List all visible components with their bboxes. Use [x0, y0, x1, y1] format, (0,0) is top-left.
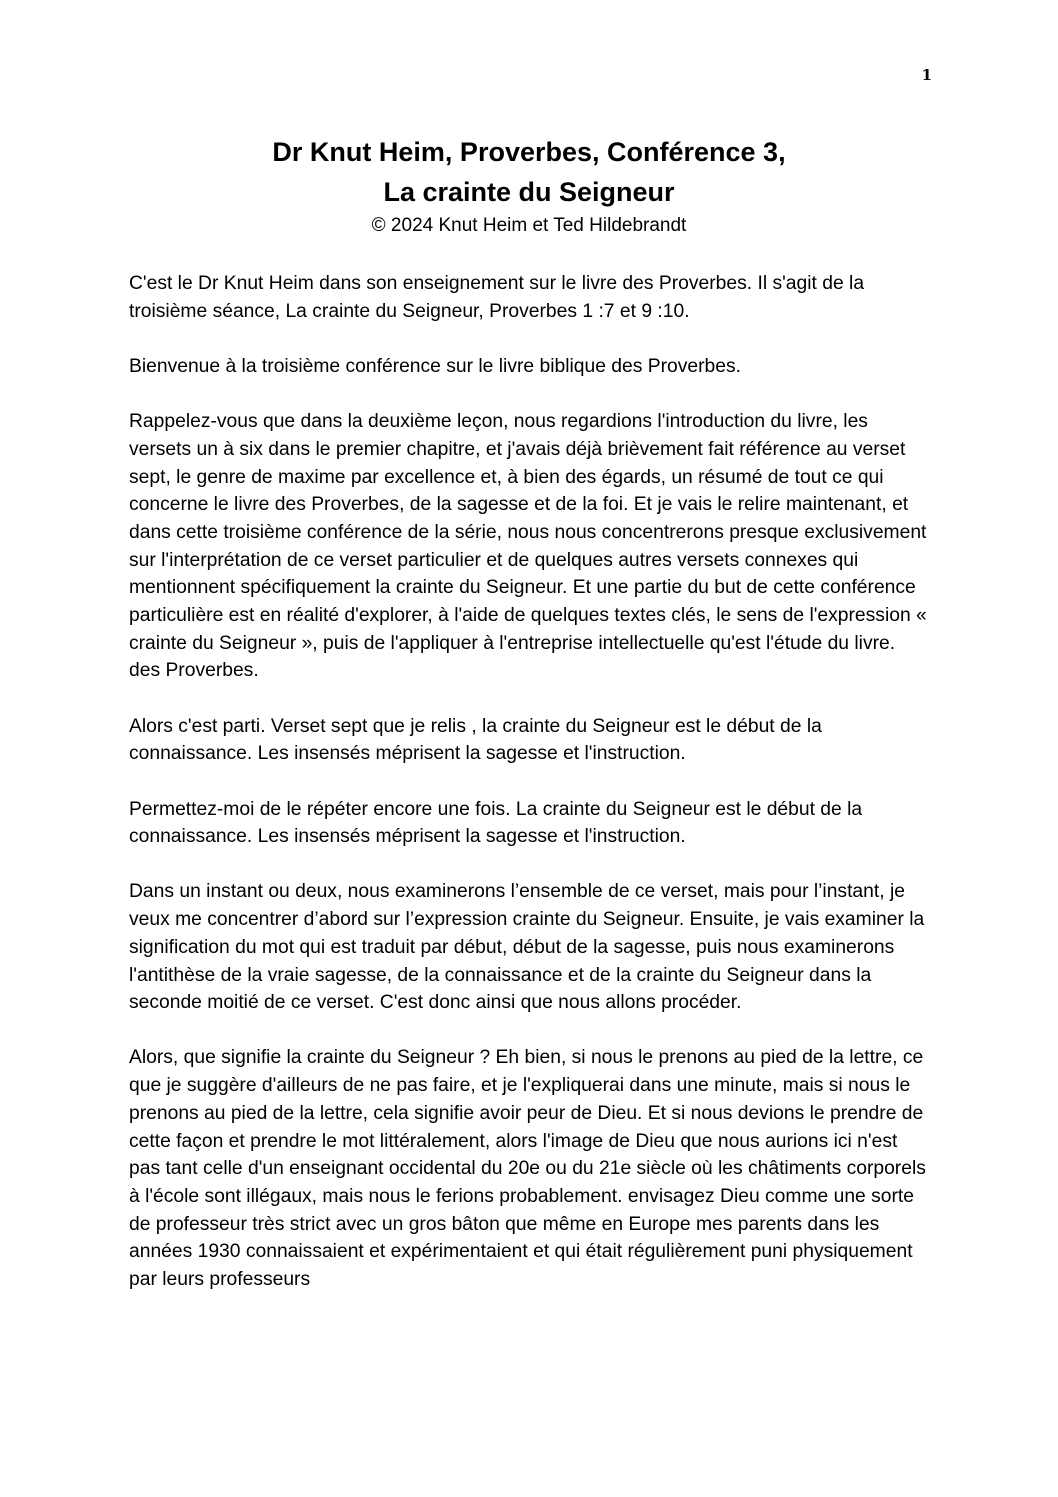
title-line-2: La crainte du Seigneur — [383, 177, 675, 207]
paragraph: Bienvenue à la troisième conférence sur le livre biblique des Proverbes. — [129, 355, 741, 377]
document-body — [129, 270, 929, 1321]
title-line-1: Dr Knut Heim, Proverbes, Conférence 3, — [272, 137, 786, 167]
copyright-notice: © 2024 Knut Heim et Ted Hildebrandt — [371, 215, 687, 236]
paragraph: Rappelez-vous que dans la deuxième leçon, nous regardions l'introduction du livre, les versets un à six dans le premier chapitre, et j'avais déjà brièvement fait référence au verset sept, le genre de maxime par excellence et, à bien des égards, un résumé de tout ce qui concerne le livre des Proverbes, de la sagesse et de la foi. Et je vais le relire maintenant, et dans cette troisième conférence de la série, nous nous concentrerons presque exclusivement sur l'interprétation de ce verset particulier et de quelques autres versets connexes qui mentionnent spécifiquement la crainte du Seigneur. Et une partie du but de cette conférence particulière est en réalité d'explorer, à l'aide de quelques textes clés, le sens de l'expression « crainte du Seigneur », puis de l'appliquer à l'entreprise intellectuelle qu'est l'étude du livre. des Proverbes. — [129, 411, 927, 682]
page-number: 1 — [921, 66, 932, 84]
paragraph: Alors c'est parti. Verset sept que je relis , la crainte du Seigneur est le début de la connaissance. Les insensés méprisent la sagesse et l'instruction. — [129, 715, 822, 765]
paragraph: Permettez-moi de le répéter encore une fois. La crainte du Seigneur est le début de la connaissance. Les insensés méprisent la sagesse et l'instruction. — [129, 798, 863, 848]
paragraph: C'est le Dr Knut Heim dans son enseignement sur le livre des Proverbes. Il s'agit de la troisième séance, La crainte du Seigneur, Proverbes 1 :7 et 9 :10. — [129, 273, 865, 322]
paragraph: Dans un instant ou deux, nous examinerons l’ensemble de ce verset, mais pour l’instant, je veux me concentrer d’abord sur l’expression crainte du Seigneur. Ensuite, je vais examiner la signification du mot qui est traduit par début, début de la sagesse, puis nous examinerons l'antithèse de la vraie sagesse, de la connaissance et de la crainte du Seigneur dans la seconde moitié de ce verset. C'est donc ainsi que nous allons procéder. — [129, 881, 925, 1014]
document-header — [129, 132, 929, 240]
paragraph: Alors, que signifie la crainte du Seigneur ? Eh bien, si nous le prenons au pied de la lettre, ce que je suggère d'ailleurs de ne pas faire, et je l'expliquerai dans une minute, mais si nous le prenons au pied de la lettre, cela signifie avoir peur de Dieu. Et si nous devions le prendre de cette façon et prendre le mot littéralement, alors l'image de Dieu que nous aurions ici n'est pas tant celle d'un enseignant occidental du 20e ou du 21e siècle où les châtiments corporels à l'école sont illégaux, mais nous le ferions probablement. envisagez Dieu comme une sorte de professeur très strict avec un gros bâton que même en Europe mes parents dans les années 1930 connaissaient et expérimentaient et qui était régulièrement puni physiquement par leurs professeurs — [129, 1047, 926, 1291]
